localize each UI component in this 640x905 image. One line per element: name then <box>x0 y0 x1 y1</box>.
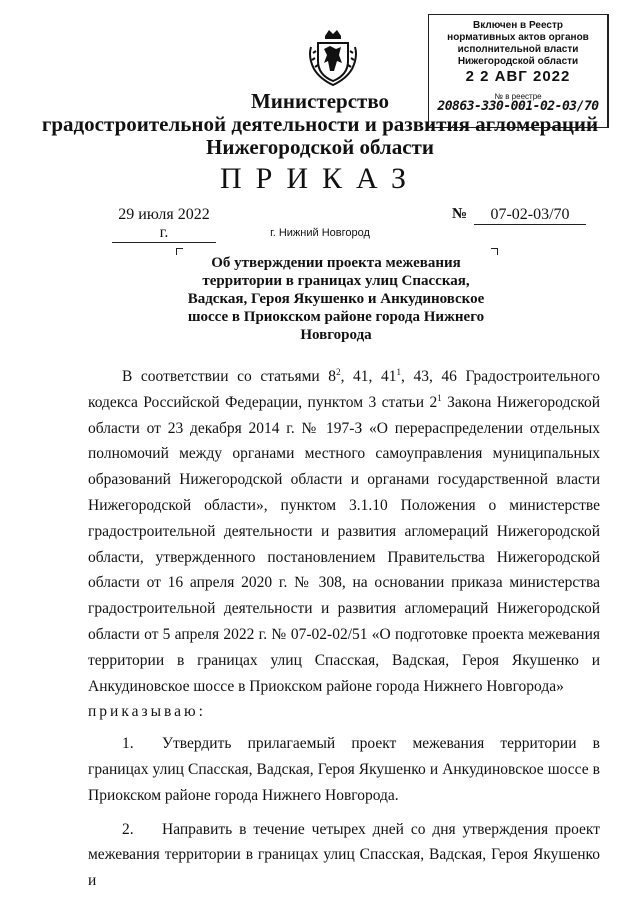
order-title <box>176 254 496 344</box>
stamp-reg-number: 20863-330-001-02-03/70 <box>437 99 599 114</box>
item-1-text: Утвердить прилагаемый проект межевания территории в границах улиц Спасская, Вадская, Героя Якушенко и Анкудиновское шоссе в Приокском районе города Нижнего Новгорода. <box>88 735 600 804</box>
order-number: 07-02-03/70 <box>474 206 586 225</box>
title-line-4: шоссе в Приокском районе города Нижнего <box>187 309 485 325</box>
title-line-3: Вадская, Героя Якушенко и Анкудиновское <box>187 291 485 307</box>
preamble-text-b: , 41, 41 <box>340 368 397 385</box>
preamble-text-c: , 43, 46 Градостроительного кодекса Российской Федерации, пунктом 3 статьи 2 <box>88 368 601 411</box>
item-2-text: Направить в течение четырех дней со дня утверждения проект межевания территории в границах улиц Спасская, Вадская, Героя Якушенко и <box>88 820 600 890</box>
stamp-line-4: Нижегородской области <box>457 56 579 67</box>
superscript: 2 <box>336 366 341 377</box>
ministry-name-line-3: Нижегородской области <box>206 135 434 159</box>
stamp-reg-label: № в реестре <box>494 92 542 101</box>
ministry-name-line-1: Министерство <box>250 89 390 113</box>
stamp-line-2: нормативных актов органов <box>447 32 589 43</box>
superscript: 1 <box>396 366 401 377</box>
preamble-text-a: В соответствии со статьями 8 <box>122 368 337 385</box>
number-sign: № <box>452 206 468 222</box>
orders-word: приказываю: <box>88 703 206 721</box>
title-line-2: территории в границах улиц Спасская, <box>202 273 470 289</box>
stamp-date: 2 2 АВГ 2022 <box>465 68 571 85</box>
preamble-paragraph <box>88 364 600 699</box>
item-1 <box>88 731 600 808</box>
preamble-text-d: Закона Нижегородской области от 23 декабря 2014 г. № 197-З «О перераспределении отдельных полномочий между органами местного самоуправления муниципальных образований Нижегородской области и органами государственной власти Нижегородской области», пунктом 3.1.10 Положения о министерстве градостроительной деятельности и развития агломераций Нижегородской области, утвержденного постановлением Правительства Нижегородской области от 16 апреля 2020 г. № 308, на основании приказа министерства градостроительной деятельности и развития агломераций Нижегородской области от 5 апреля 2022 г. № 07-02-02/51 «О подготовке проекта межевания территории в границах улиц Спасская, Вадская, Героя Якушенко и Анкудиновское шоссе в Приокском районе города Нижнего Новгорода» <box>88 393 601 695</box>
stamp-line-3: исполнительной власти <box>457 44 579 55</box>
city: г. Нижний Новгород <box>270 227 370 239</box>
ministry-name-line-2: градостроительной деятельности и развития агломераций <box>41 112 599 136</box>
item-2 <box>88 817 600 894</box>
title-line-5: Новгорода <box>300 327 372 343</box>
order-date: 29 июля 2022 г. <box>112 206 216 243</box>
stamp-line-1: Включен в Реестр <box>473 20 563 31</box>
coat-of-arms-icon <box>308 27 358 87</box>
document-type: ПРИКАЗ <box>220 162 420 195</box>
item-2-number: 2. <box>122 820 134 838</box>
item-1-number: 1. <box>122 735 134 753</box>
superscript: 1 <box>437 392 442 403</box>
title-line-1: Об утверждении проекта межевания <box>211 255 461 271</box>
order-body <box>88 364 600 894</box>
